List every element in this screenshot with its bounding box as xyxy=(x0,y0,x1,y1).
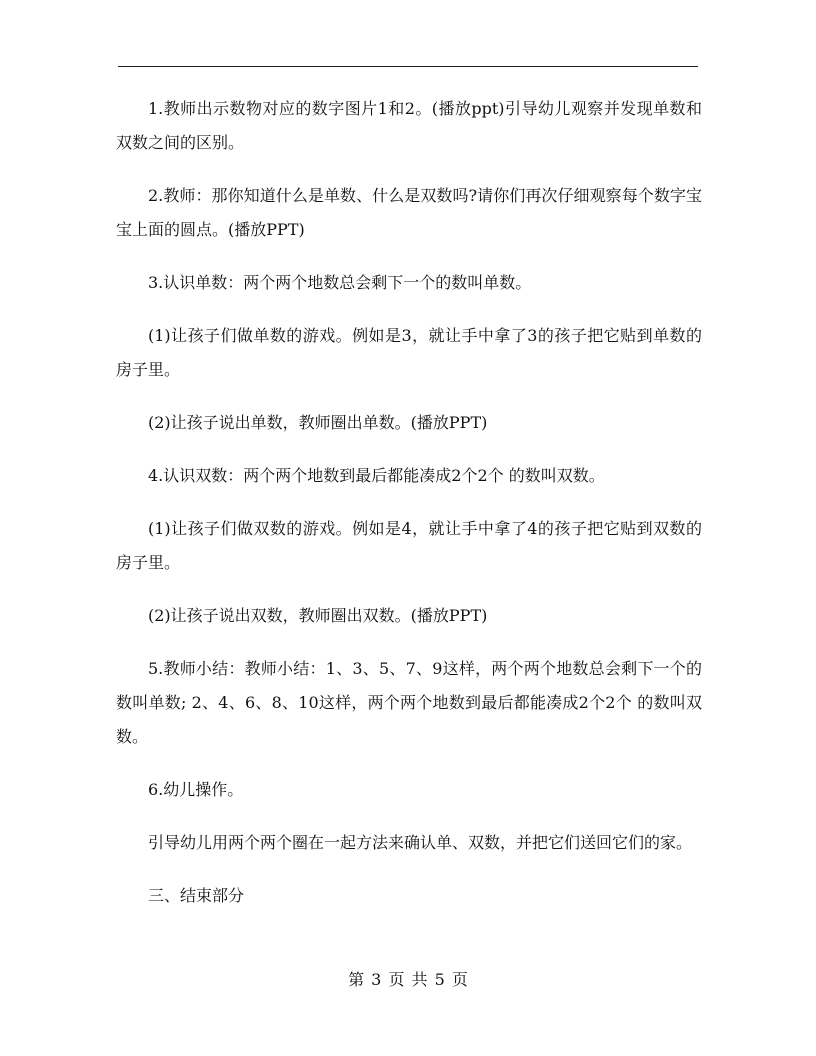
paragraph-5: (2)让孩子说出单数，教师圈出单数。(播放PPT) xyxy=(148,413,488,432)
document-body xyxy=(116,92,702,913)
paragraph-4: (1)让孩子们做单数的游戏。例如是3，就让手中拿了3的孩子把它贴到单数的房子里。 xyxy=(116,326,702,379)
paragraph-11: 引导幼儿用两个两个圈在一起方法来确认单、双数，并把它们送回它们的家。 xyxy=(148,833,693,852)
page-number-footer: 第 3 页 共 5 页 xyxy=(348,970,468,989)
paragraph-9: 5.教师小结：教师小结：1、3、5、7、9这样，两个两个地数总会剩下一个的数叫单数; 2、4、6、8、10这样，两个两个地数到最后都能凑成2个2个 的数叫双数。 xyxy=(116,659,702,746)
section-heading: 三、结束部分 xyxy=(148,886,245,905)
paragraph-1: 1.教师出示数物对应的数字图片1和2。(播放ppt)引导幼儿观察并发现单数和双数之间的区别。 xyxy=(116,99,702,152)
paragraph-3: 3.认识单数：两个两个地数总会剩下一个的数叫单数。 xyxy=(148,273,532,292)
paragraph-10: 6.幼儿操作。 xyxy=(148,780,244,799)
paragraph-2: 2.教师：那你知道什么是单数、什么是双数吗?请你们再次仔细观察每个数字宝宝上面的圆点。(播放PPT) xyxy=(116,186,702,239)
paragraph-6: 4.认识双数：两个两个地数到最后都能凑成2个2个 的数叫双数。 xyxy=(148,466,605,485)
header-rule xyxy=(118,66,698,67)
paragraph-8: (2)让孩子说出双数，教师圈出双数。(播放PPT) xyxy=(148,606,488,625)
paragraph-7: (1)让孩子们做双数的游戏。例如是4，就让手中拿了4的孩子把它贴到双数的房子里。 xyxy=(116,519,702,572)
